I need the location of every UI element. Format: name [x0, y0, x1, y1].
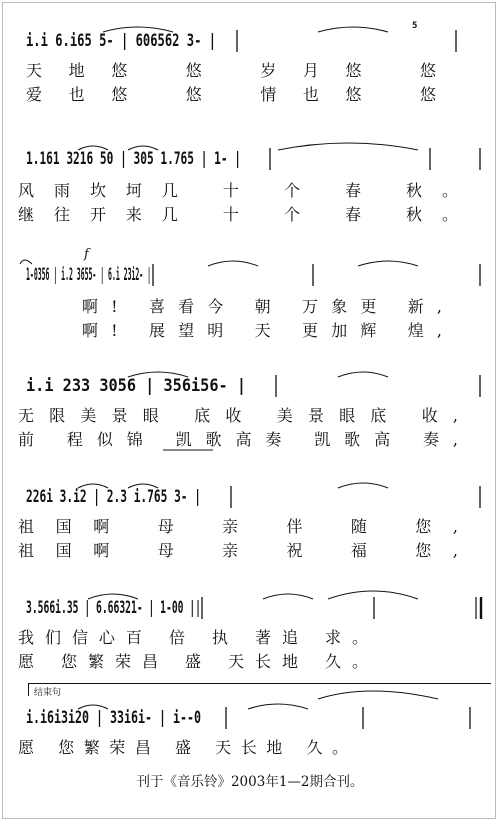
notation-text: 1-0356 | i.2 3655- | 6.i 23i2- | — [26, 265, 151, 285]
notation-line-6 — [18, 595, 488, 627]
lyric-text: 无限美景眼 底收 美景眼底 收, — [18, 406, 459, 425]
lyric-line-3b — [18, 320, 488, 342]
lyric-line-4b — [18, 429, 488, 451]
notation-text: 3.566i.35 | 6.66321- | 1-00 || — [26, 598, 201, 618]
lyric-text: 啊! 喜看今 朝 万象更 新, — [82, 297, 442, 316]
notation-text: i.i6i3i20 | 33i6i- | i--0 — [26, 708, 201, 728]
lyric-text: 祖国啊 母 亲 祝 福 您, — [18, 541, 458, 560]
notation-line-1 — [18, 21, 488, 60]
lyric-line-3a — [18, 296, 488, 318]
lyric-text: 继往开来几 十 个 春 秋。 — [18, 205, 458, 224]
notation-line-2 — [18, 146, 488, 178]
lyric-line-5b — [18, 540, 488, 562]
lyric-line-2b — [18, 204, 488, 226]
lyric-line-6a — [18, 627, 488, 649]
notation-text: 226i 3.i2 | 2.3 i.765 3- | — [26, 487, 201, 507]
notation-line-3 — [18, 262, 488, 294]
lyric-line-7 — [18, 737, 488, 759]
lyric-text: 我们信心百 倍 执 著追 求。 — [18, 628, 368, 647]
ending-bracket — [28, 683, 491, 696]
lyric-line-1a — [18, 60, 488, 82]
notation-text: i.i 6.i65 5- | 606562 3- | — [26, 31, 216, 51]
lyric-line-5a — [18, 516, 488, 538]
lyric-text: 爱也悠 悠 情也悠 悠 — [26, 85, 436, 104]
lyric-line-6b — [18, 651, 488, 673]
notation-text: i.i 233 3056 | 356i56- | — [26, 376, 246, 396]
lyric-text: 啊! 展望明 天 更加辉 煌, — [82, 321, 442, 340]
lyric-text: 愿 您繁荣昌 盛 天长地 久。 — [18, 652, 368, 671]
notation-line-4 — [18, 373, 488, 405]
notation-text: 1.161 3216 50 | 305 1.765 | 1- | — [26, 149, 241, 169]
ending-label: 结束句 — [34, 688, 62, 698]
lyric-line-2a — [18, 180, 488, 202]
dynamic-mark: f — [84, 247, 89, 262]
lyric-line-1b — [18, 84, 488, 106]
notation-line-5 — [18, 484, 488, 516]
footnote: 刊于《音乐铃》2003年1—2期合刊。 — [136, 774, 364, 790]
grace-note: 5 — [412, 21, 418, 31]
lyric-line-4a — [18, 405, 488, 427]
lyric-text: 天地悠 悠 岁月悠 悠 — [26, 61, 436, 80]
lyric-text: 前 程似锦 凯歌高奏 凯歌高 奏, — [18, 430, 458, 449]
lyric-text: 愿 您繁荣昌 盛 天长地 久。 — [18, 738, 348, 757]
lyric-text: 祖国啊 母 亲 伴 随 您, — [18, 517, 458, 536]
lyric-text: 风雨坎坷几 十 个 春 秋。 — [18, 181, 458, 200]
notation-line-7 — [18, 705, 488, 737]
